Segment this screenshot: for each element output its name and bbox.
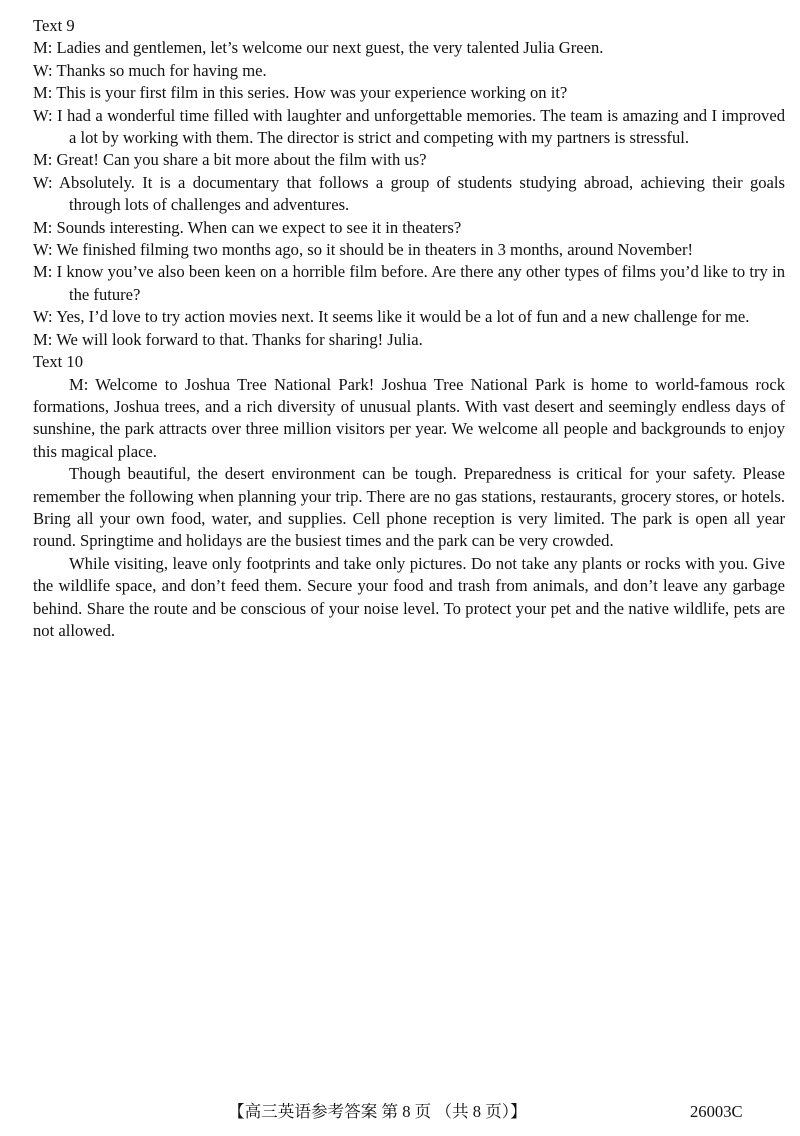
text9-heading: Text 9 bbox=[33, 16, 75, 35]
dialogue-line-4: W: I had a wonderful time filled with laughter and unforgettable memories. The team is amazing and I improved a lot by working with them. The director is strict and competing with my partners is stressful. bbox=[33, 105, 785, 148]
text9-section bbox=[33, 15, 785, 351]
text10-paragraph-2: Though beautiful, the desert environment can be tough. Preparedness is critical for your safety. Please remember the following when planning your trip. There are no gas stations, restaurants, grocery stores, or hotels. Bring all your own food, water, and supplies. Cell phone reception is very limited. The park is open all year round. Springtime and holidays are the busiest times and the park can be very crowded. bbox=[33, 464, 785, 551]
dialogue-line-5: M: Great! Can you share a bit more about the film with us? bbox=[33, 150, 427, 170]
text10-paragraph-3: While visiting, leave only footprints and take only pictures. Do not take any plants or rocks with you. Give the wildlife space, and don’t feed them. Secure your food and trash from animals, and don’t leave any garbage behind. Share the route and be conscious of your noise level. To protect your pet and the native wildlife, pets are not allowed. bbox=[33, 553, 785, 640]
dialogue-line-8: W: We finished filming two months ago, so it should be in theaters in 3 months, around November! bbox=[33, 240, 694, 260]
document-page bbox=[33, 15, 785, 642]
text10-heading: Text 10 bbox=[33, 352, 83, 372]
dialogue-line-9: M: I know you’ve also been keen on a horrible film before. Are there any other types of films you’d like to try in the future? bbox=[33, 262, 785, 304]
text10-section bbox=[33, 351, 785, 642]
dialogue-line-10: W: Yes, I’d love to try action movies next. It seems like it would be a lot of fun and a new challenge for me. bbox=[33, 307, 750, 327]
dialogue-line-3: M: This is your first film in this series. How was your experience working on it? bbox=[33, 83, 568, 103]
footer-document-code: 26003C bbox=[690, 1102, 743, 1121]
dialogue-line-1: M: Ladies and gentlemen, let’s welcome our next guest, the very talented Julia Green. bbox=[33, 38, 604, 58]
footer-page-label: 【高三英语参考答案 第 8 页 （共 8 页）】 bbox=[228, 1102, 527, 1121]
dialogue-line-2: W: Thanks so much for having me. bbox=[33, 60, 267, 80]
dialogue-line-11: M: We will look forward to that. Thanks for sharing! Julia. bbox=[33, 329, 423, 349]
page-footer bbox=[0, 1101, 800, 1125]
dialogue-line-7: M: Sounds interesting. When can we expect to see it in theaters? bbox=[33, 217, 462, 237]
dialogue-line-6: W: Absolutely. It is a documentary that follows a group of students studying abroad, achieving their goals through lots of challenges and adventures. bbox=[33, 172, 785, 215]
text10-paragraph-1: M: Welcome to Joshua Tree National Park! Joshua Tree National Park is home to world-famous rock formations, Joshua trees, and a rich diversity of unusual plants. With vast desert and seemingly endless days of sunshine, the park attracts over three million visitors per year. We welcome all people and backgrounds to enjoy this magical place. bbox=[33, 374, 785, 461]
